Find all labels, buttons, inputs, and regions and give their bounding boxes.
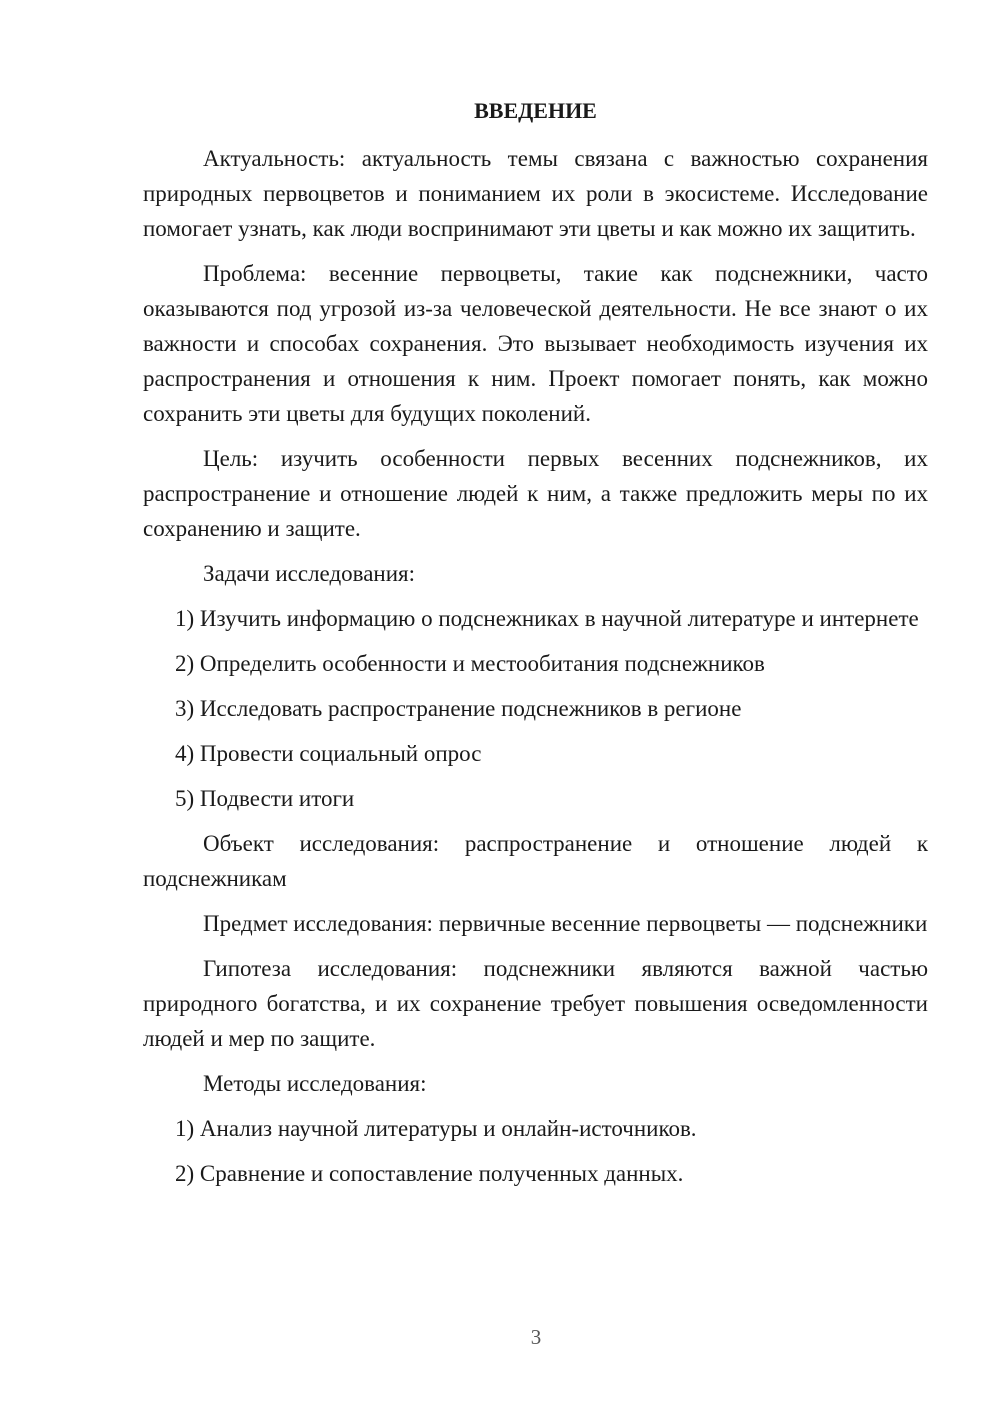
page-content: [143, 93, 928, 1201]
task-item: 5) Подвести итоги: [175, 786, 355, 811]
problem-paragraph: Проблема: весенние первоцветы, такие как подснежники, часто оказываются под угрозой из-за человеческой деятельности. Не все знают о их важности и способах сохранения. Это вызывает необходимость изучения их распространения и отношения к ним. Проект помогает понять, как можно сохранить эти цветы для будущих поколений.: [143, 261, 928, 426]
tasks-heading: Задачи исследования:: [203, 561, 416, 586]
task-item: 1) Изучить информацию о подснежниках в научной литературе и интернете: [175, 606, 919, 631]
method-item: 2) Сравнение и сопоставление полученных данных.: [175, 1161, 684, 1186]
page-number: 3: [530, 1325, 542, 1349]
object-paragraph: Объект исследования: распространение и отношение людей к подснежникам: [143, 831, 928, 891]
page-title: ВВЕДЕНИЕ: [474, 98, 597, 123]
methods-heading: Методы исследования:: [203, 1071, 427, 1096]
goal-paragraph: Цель: изучить особенности первых весенних подснежников, их распространение и отношение людей к ним, а также предложить меры по их сохранению и защите.: [143, 446, 928, 541]
relevance-paragraph: Актуальность: актуальность темы связана с важностью сохранения природных первоцветов и пониманием их роли в экосистеме. Исследование помогает узнать, как люди воспринимают эти цветы и как можно их защитить.: [143, 146, 928, 241]
subject-paragraph: Предмет исследования: первичные весенние первоцветы — подснежники: [203, 911, 928, 936]
method-item: 1) Анализ научной литературы и онлайн-источников.: [175, 1116, 697, 1141]
task-item: 4) Провести социальный опрос: [175, 741, 482, 766]
task-item: 2) Определить особенности и местообитания подснежников: [175, 651, 765, 676]
task-item: 3) Исследовать распространение подснежников в регионе: [175, 696, 742, 721]
hypothesis-paragraph: Гипотеза исследования: подснежники являются важной частью природного богатства, и их сохранение требует повышения осведомленности людей и мер по защите.: [143, 956, 928, 1051]
